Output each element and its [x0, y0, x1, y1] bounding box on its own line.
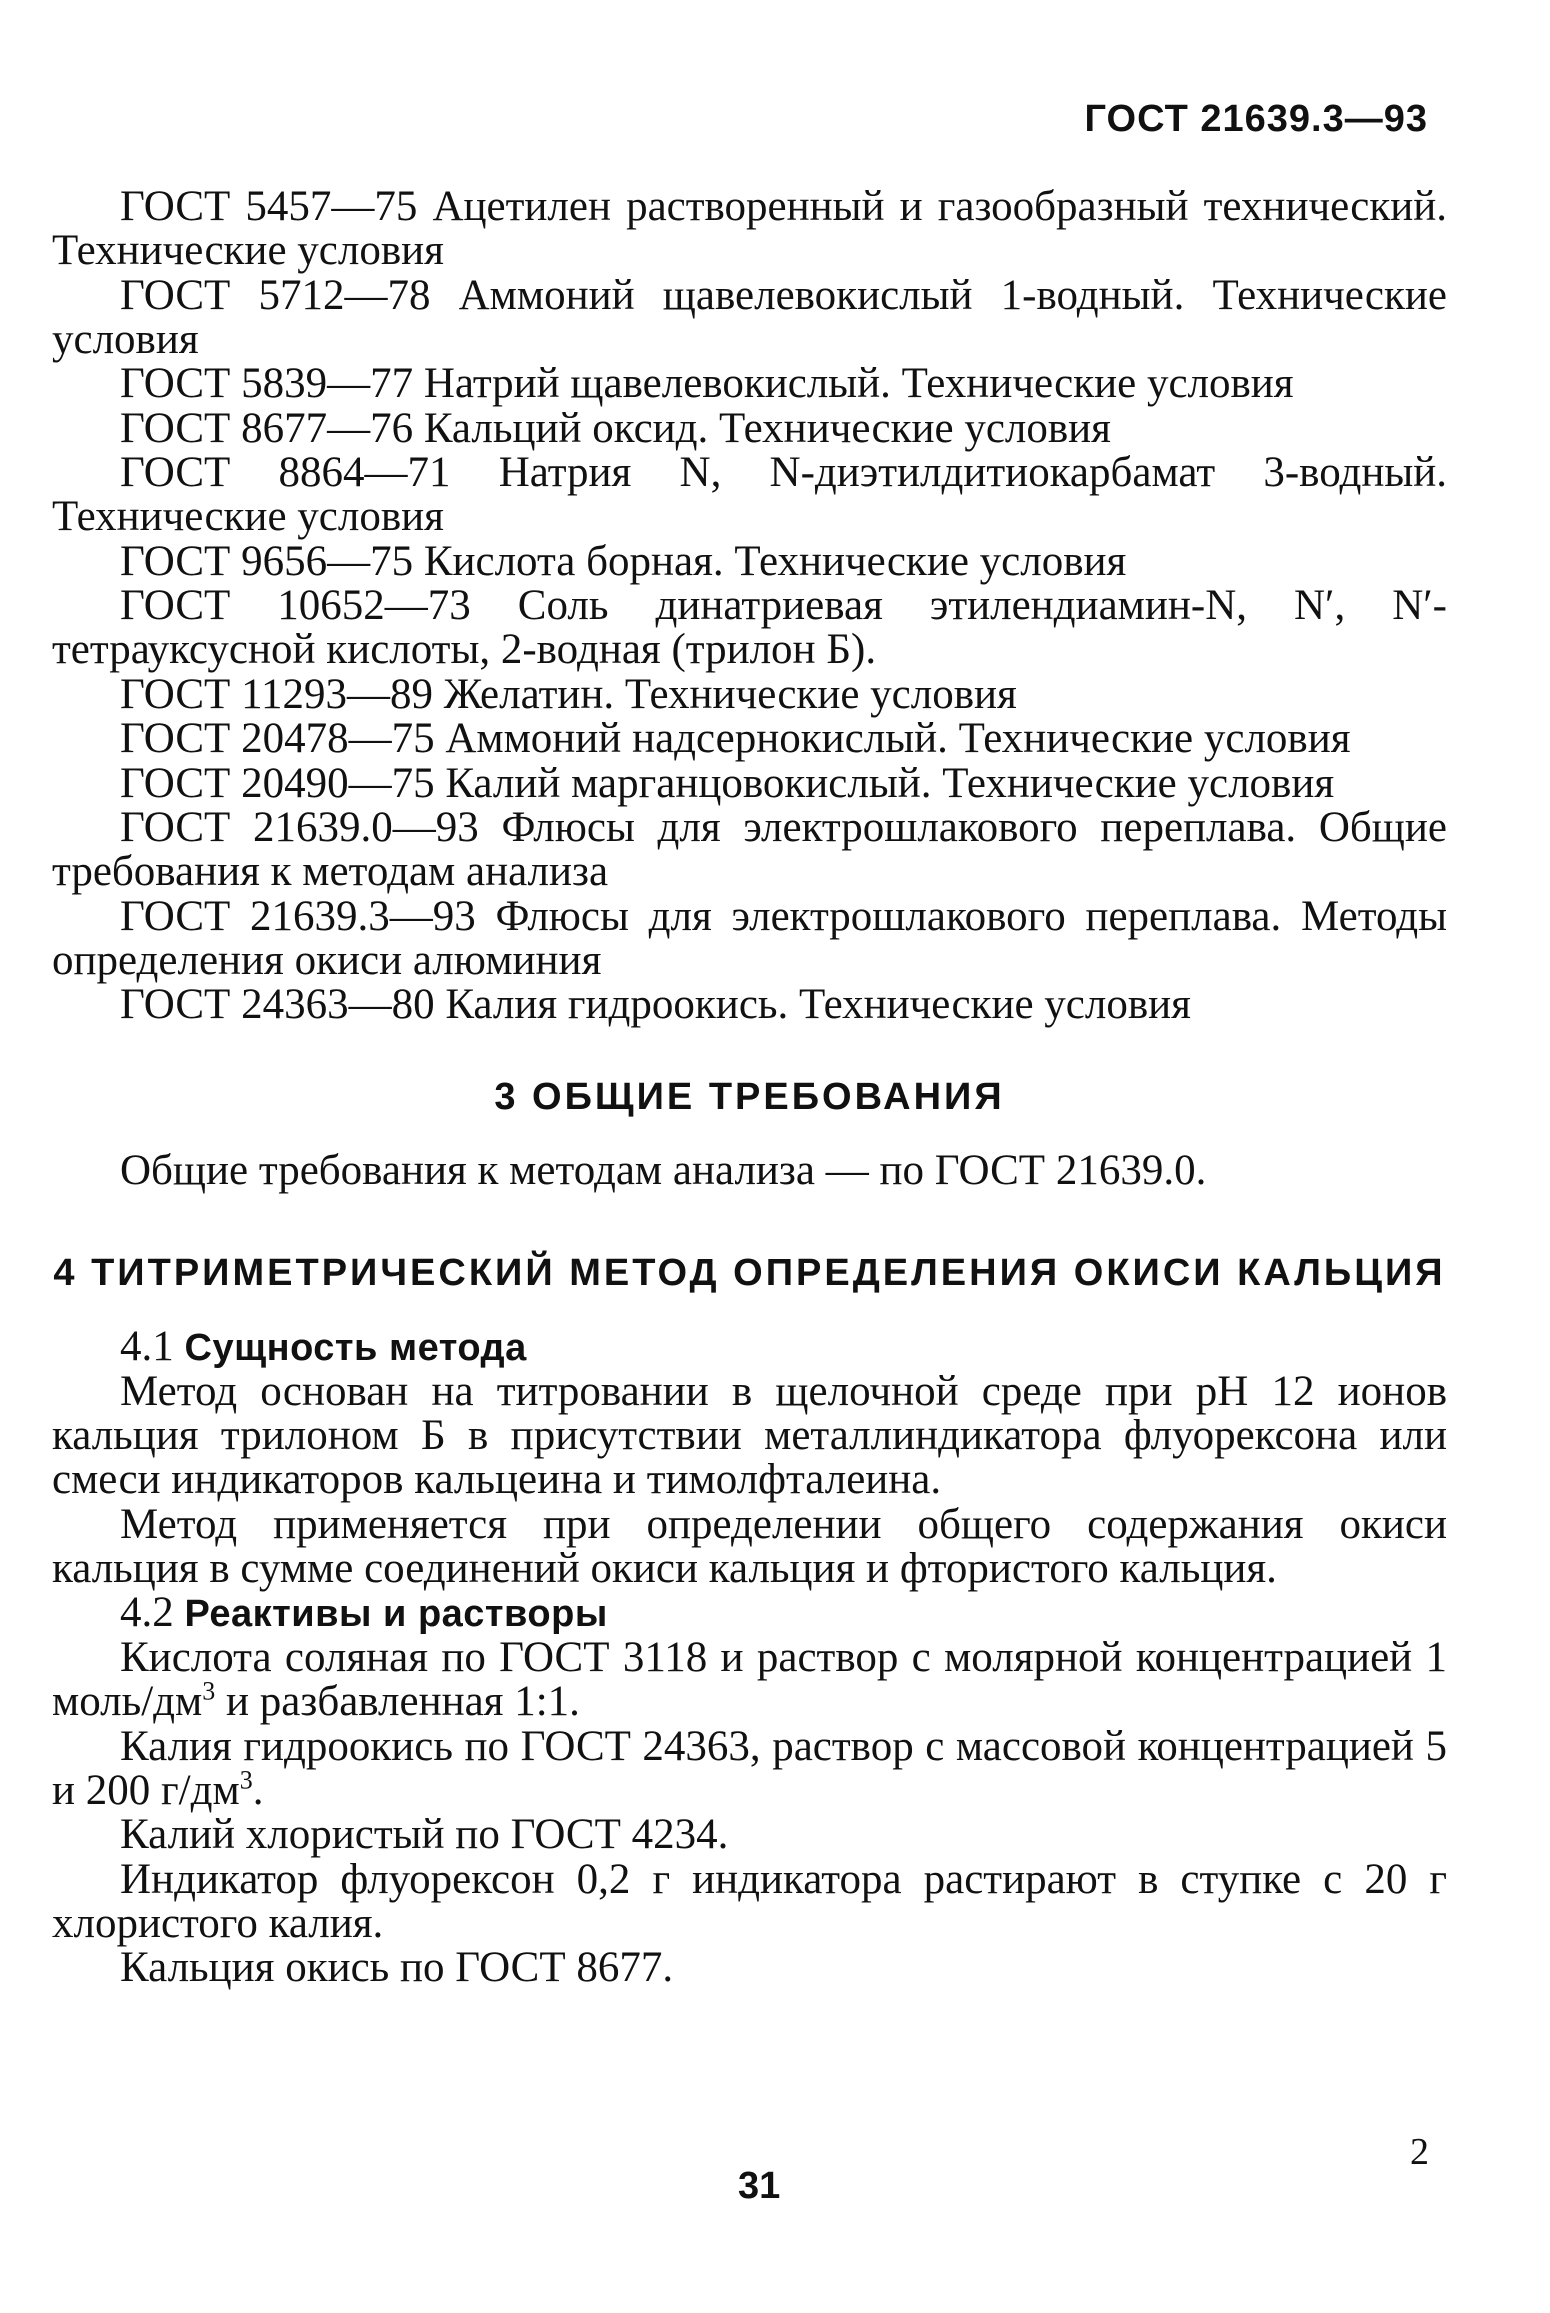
- text-run: Калия гидроокись по ГОСТ 24363, раствор с массовой концентрацией 5 и 200 г/дм: [52, 1722, 1447, 1814]
- superscript: 3: [202, 1676, 216, 1706]
- reference-item: ГОСТ 20478—75 Аммоний надсернокислый. Технические условия: [120, 715, 1351, 762]
- subsection-4-2-title: Реактивы и растворы: [184, 1593, 608, 1635]
- paragraph: Метод применяется при определении общего содержания окиси кальция в сумме соединений окиси кальция и фтористого кальция.: [52, 1500, 1447, 1592]
- reference-item: ГОСТ 5839—77 Натрий щавелевокислый. Технические условия: [120, 360, 1294, 407]
- paragraph: [52, 1722, 1447, 1814]
- reference-item: ГОСТ 11293—89 Желатин. Технические условия: [120, 670, 1017, 718]
- sheet-number: 2: [1410, 2131, 1429, 2173]
- paragraph: Кальция окись по ГОСТ 8677.: [120, 1944, 674, 1991]
- text-run: .: [252, 1766, 264, 1814]
- paragraph: Калий хлористый по ГОСТ 4234.: [120, 1811, 729, 1858]
- paragraph: [52, 1636, 1447, 1724]
- subsection-4-2-number: 4.2: [120, 1589, 174, 1636]
- page-content: [52, 185, 1447, 1991]
- subsection-4-1-title: Сущность метода: [184, 1327, 527, 1369]
- running-header: ГОСТ 21639.3—93: [1084, 98, 1428, 140]
- references-list: [52, 185, 1447, 1027]
- paragraph: Метод основан на титровании в щелочной среде при pH 12 ионов кальция трилоном Б в присутствии металлиндикатора флуорексона или смеси индикаторов кальцеина и тимолфталеина.: [52, 1368, 1447, 1503]
- reference-item: ГОСТ 9656—75 Кислота борная. Технические условия: [120, 537, 1127, 585]
- reference-item: ГОСТ 5457—75 Ацетилен растворенный и газообразный технический. Технические условия: [52, 183, 1447, 274]
- paragraph: Индикатор флуорексон 0,2 г индикатора растирают в ступке с 20 г хлористого калия.: [52, 1855, 1447, 1947]
- reference-item: ГОСТ 24363—80 Калия гидроокись. Технические условия: [120, 981, 1191, 1028]
- reference-item: ГОСТ 10652—73 Соль динатриевая этилендиамин-N, N′, N′-тетрауксусной кислоты, 2-водная (трилон Б).: [52, 582, 1447, 673]
- reference-item: ГОСТ 8677—76 Кальций оксид. Технические условия: [120, 404, 1111, 452]
- page-number: 31: [738, 2165, 781, 2207]
- reference-item: ГОСТ 20490—75 Калий марганцовокислый. Технические условия: [120, 759, 1335, 807]
- reference-item: ГОСТ 21639.0—93 Флюсы для электрошлакового переплава. Общие требования к методам анализа: [52, 804, 1447, 895]
- section-4-heading: 4 ТИТРИМЕТРИЧЕСКИЙ МЕТОД ОПРЕДЕЛЕНИЯ ОКИСИ КАЛЬЦИЯ: [53, 1252, 1446, 1294]
- text-run: Кислота соляная по ГОСТ 3118 и раствор с молярной концентрацией 1 моль/дм: [52, 1634, 1447, 1725]
- section-3-text: Общие требования к методам анализа — по ГОСТ 21639.0.: [120, 1147, 1207, 1194]
- text-run: и разбавленная 1:1.: [215, 1678, 580, 1725]
- reference-item: ГОСТ 8864—71 Натрия N, N-диэтилдитиокарбамат 3-водный. Технические условия: [52, 449, 1447, 540]
- subsection-4-1-heading: [52, 1325, 1447, 1370]
- reference-item: ГОСТ 5712—78 Аммоний щавелевокислый 1-водный. Технические условия: [52, 271, 1447, 363]
- subsection-4-1-number: 4.1: [120, 1323, 174, 1370]
- subsection-4-2-heading: [52, 1591, 1447, 1636]
- reference-item: ГОСТ 21639.3—93 Флюсы для электрошлакового переплава. Методы определения окиси алюминия: [52, 892, 1447, 984]
- superscript: 3: [239, 1765, 253, 1795]
- section-3-heading: 3 ОБЩИЕ ТРЕБОВАНИЯ: [494, 1076, 1005, 1118]
